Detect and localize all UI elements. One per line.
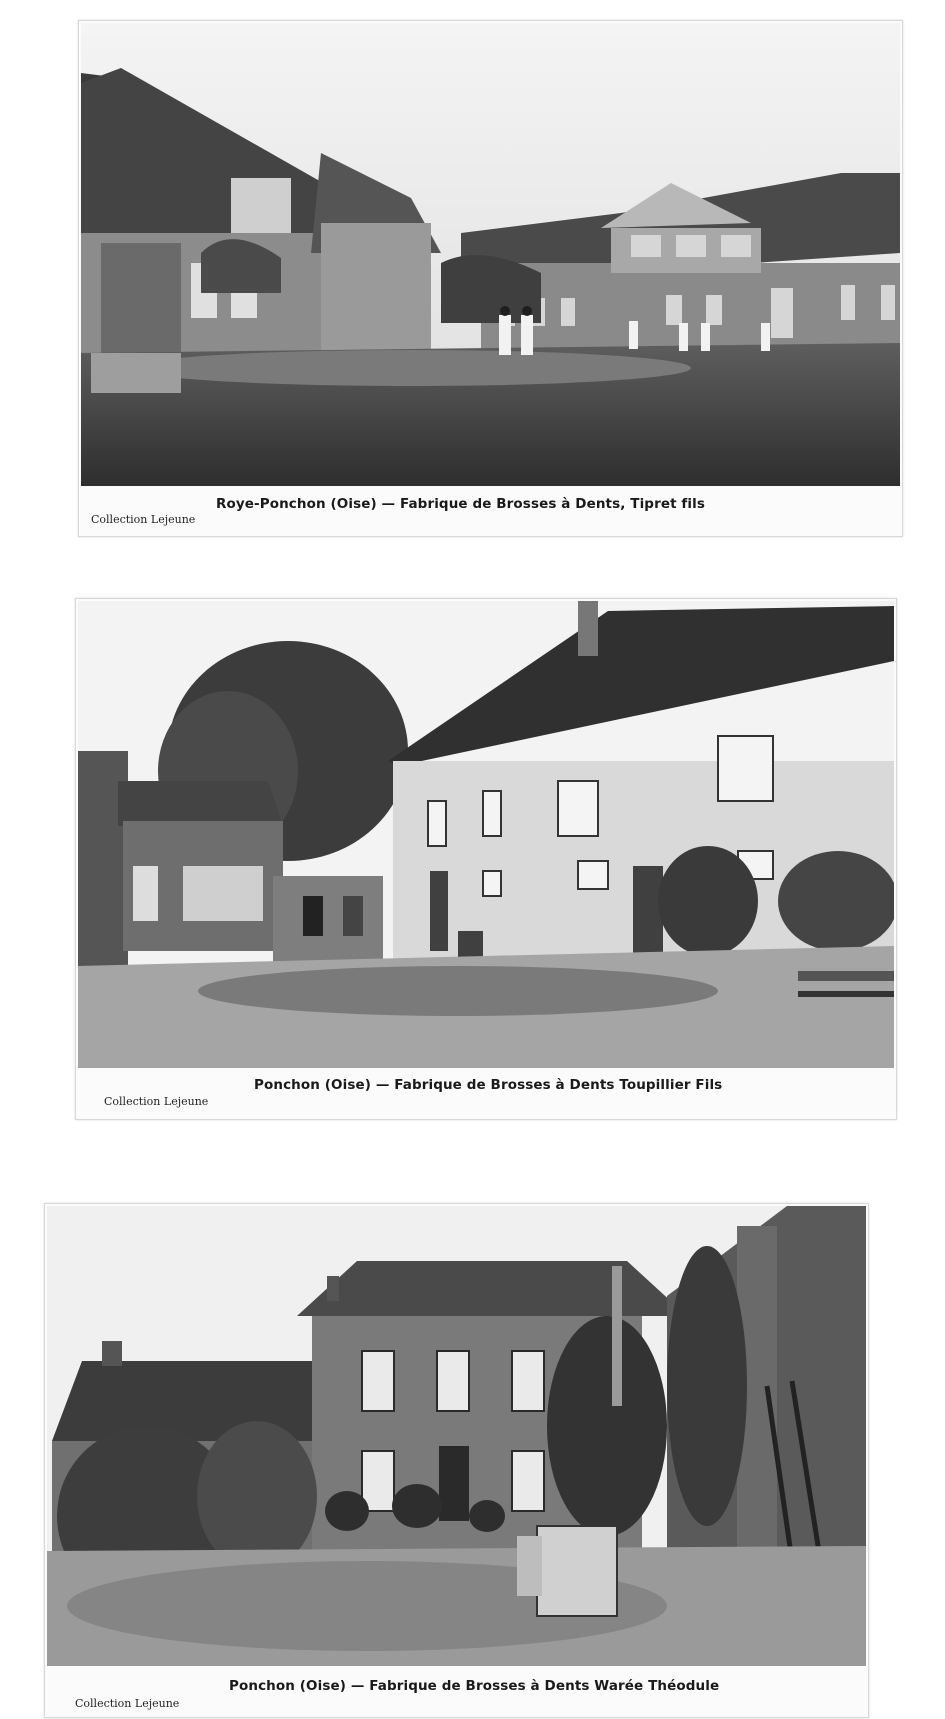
courtyard-scene-image [81, 23, 900, 486]
brick-house-scene-image [47, 1206, 866, 1666]
postcard-3-collection: Collection Lejeune [75, 1697, 180, 1710]
postcard-1-collection: Collection Lejeune [91, 513, 196, 526]
postcard-1-photo [81, 23, 900, 486]
postcard-3-photo [47, 1206, 866, 1666]
house-facade-scene-image [78, 601, 894, 1068]
postcard-2-collection: Collection Lejeune [104, 1095, 209, 1108]
postcard-3-caption: Ponchon (Oise) — Fabrique de Brosses à Dents Warée Théodule [229, 1678, 720, 1694]
postcard-2 [75, 598, 897, 1120]
postcard-2-photo [78, 601, 894, 1068]
postcard-2-caption: Ponchon (Oise) — Fabrique de Brosses à Dents Toupillier Fils [254, 1077, 723, 1093]
postcard-3 [44, 1203, 869, 1718]
postcard-1-caption: Roye-Ponchon (Oise) — Fabrique de Brosses à Dents, Tipret fils [216, 496, 705, 512]
postcard-1 [78, 20, 903, 537]
